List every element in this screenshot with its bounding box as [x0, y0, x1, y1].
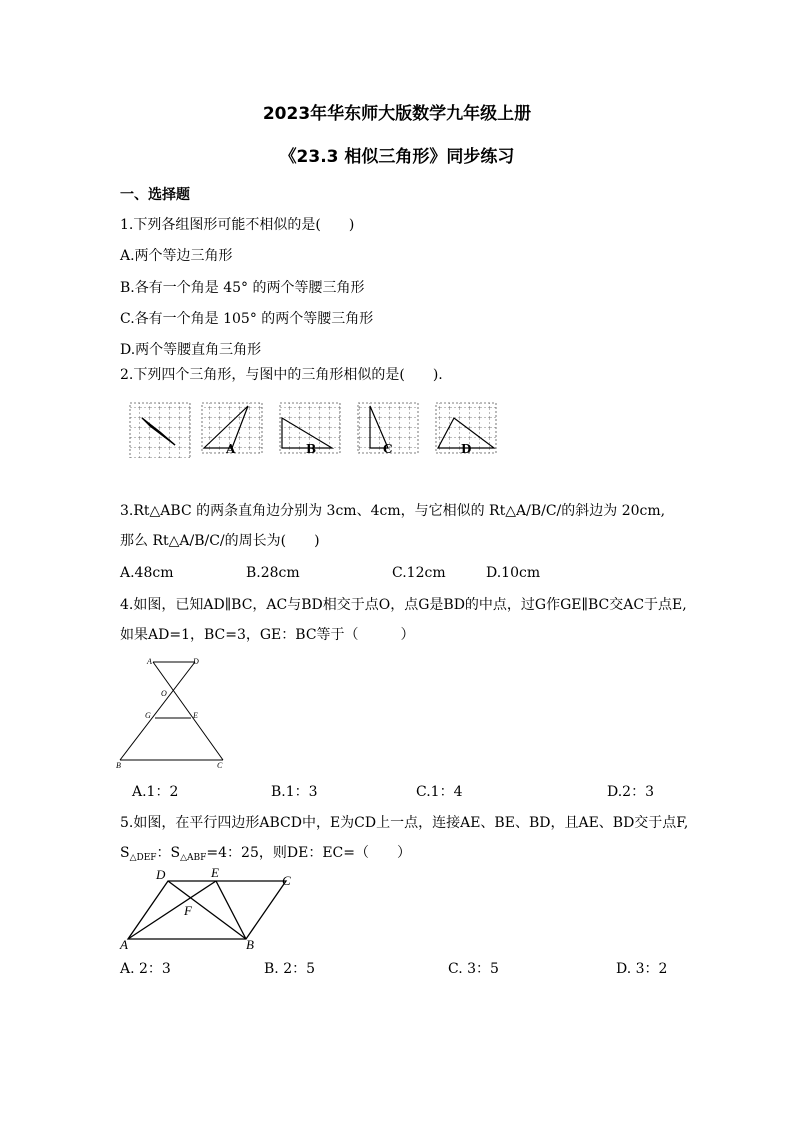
question-1-option-a: A.两个等边三角形 [120, 248, 233, 264]
q5-sub1: △DEF [129, 853, 157, 863]
q4-label-b: B [116, 761, 121, 770]
q5-end: =4：25，则DE：EC=（ ） [206, 845, 411, 861]
question-2-label-a: A [226, 442, 236, 456]
question-5-option-c: C. 3：5 [448, 961, 499, 977]
q5-label-b: B [246, 937, 254, 952]
q5-label-e: E [211, 865, 219, 880]
q5-sub2: △ABF [180, 853, 207, 863]
question-4-option-b: B.1：3 [271, 784, 318, 800]
q4-label-g: G [145, 711, 151, 720]
q5-label-f: F [184, 903, 192, 918]
question-2-figure [120, 398, 520, 458]
question-5-stem-line2 [120, 844, 411, 867]
reference-grid [130, 403, 190, 458]
q5-label-a: A [120, 937, 128, 952]
q4-label-e: E [193, 711, 198, 720]
question-5-option-b: B. 2：5 [264, 961, 316, 977]
question-5-option-d: D. 3：2 [616, 961, 668, 977]
q4-label-c: C [217, 761, 223, 770]
question-3-stem-line2: 那么 Rt△A/B/C/的周长为( ) [120, 533, 320, 549]
q5-mid: ：S [156, 845, 181, 861]
question-1-option-c: C.各有一个角是 105° 的两个等腰三角形 [120, 311, 374, 327]
question-5-stem-line1: 5.如图，在平行四边形ABCD中，E为CD上一点，连接AE、BE、BD，且AE、BD交于点F, [120, 815, 689, 831]
question-4-option-d: D.2：3 [607, 784, 654, 800]
question-3-option-d: D.10cm [486, 565, 541, 581]
question-4-option-c: C.1：4 [416, 784, 463, 800]
question-3-stem-line1: 3.Rt△ABC 的两条直角边分别为 3cm、4cm，与它相似的 Rt△A/B/C/的斜边为 20cm, [120, 503, 666, 519]
question-2-label-c: C [383, 442, 393, 456]
page-subtitle: 《23.3 相似三角形》同步练习 [279, 147, 515, 167]
question-1-option-d: D.两个等腰直角三角形 [120, 342, 262, 358]
q4-label-a: A [147, 657, 152, 666]
question-4-stem-line2: 如果AD=1，BC=3，GE：BC等于（ ） [120, 627, 415, 643]
question-4-figure [115, 652, 240, 772]
question-1-option-b: B.各有一个角是 45° 的两个等腰三角形 [120, 280, 365, 296]
question-4-stem-line1: 4.如图，已知AD∥BC，AC与BD相交于点O，点G是BD的中点，过G作GE∥BC交AC于点E, [120, 597, 687, 613]
q4-label-d: D [193, 657, 199, 666]
question-2-label-d: D [461, 442, 472, 456]
q5-label-d: D [156, 867, 166, 882]
question-3-option-a: A.48cm [120, 565, 174, 581]
question-5-option-a: A. 2：3 [120, 961, 171, 977]
q4-label-o: O [161, 689, 167, 698]
q5-s1: S [120, 845, 130, 861]
question-2-stem: 2.下列四个三角形，与图中的三角形相似的是( ). [120, 367, 443, 383]
question-1-stem: 1.下列各组图形可能不相似的是( ) [120, 217, 355, 233]
question-3-option-b: B.28cm [246, 565, 300, 581]
section-heading: 一、选择题 [120, 187, 190, 203]
question-2-label-b: B [306, 442, 317, 456]
q5-label-c: C [282, 873, 291, 888]
page-title: 2023年华东师大版数学九年级上册 [262, 104, 532, 124]
question-4-option-a: A.1：2 [132, 784, 179, 800]
question-3-option-c: C.12cm [392, 565, 446, 581]
question-5-figure [118, 865, 308, 953]
